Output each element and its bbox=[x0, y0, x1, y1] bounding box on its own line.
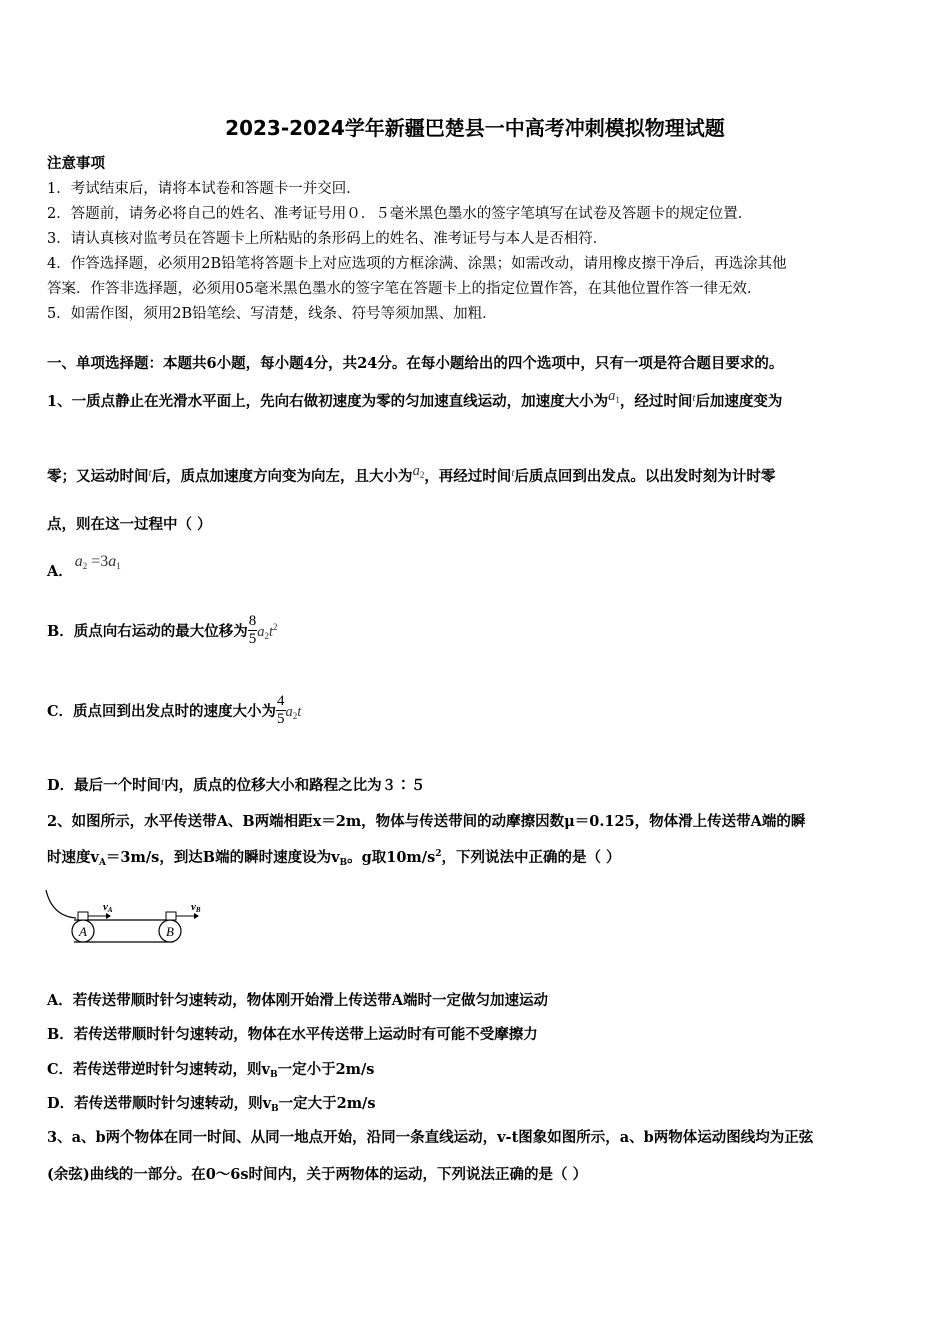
block-at-a bbox=[78, 912, 88, 920]
pulley-a-label: A bbox=[79, 924, 87, 939]
q1-option-c: C．质点回到出发点时的速度大小为 $\frac{4}{5}$ $a_2t$ bbox=[47, 692, 302, 727]
velocity-label-b: vB bbox=[191, 901, 201, 914]
q2-option-c: C．若传送带逆时针匀速转动，则$v_B$一定小于2m/s bbox=[47, 1061, 375, 1080]
q2-line1: 2、如图所示，水平传送带A、B两端相距x＝2m，物体与传送带间的动摩擦因数μ＝0.125，物体滑上传送带A端的瞬 bbox=[47, 813, 806, 830]
q3-line2: (余弦)曲线的一部分。在0～6s时间内，关于两物体的运动，下列说法正确的是（ ） bbox=[47, 1166, 588, 1183]
q1-option-b: B．质点向右运动的最大位移为 $\frac{8}{5}$ $a_2t^2$ bbox=[47, 612, 278, 647]
notice-item: 2．答题前，请务必将自己的姓名、准考证号用０．５毫米黑色墨水的签字笔填写在试卷及答题卡的规定位置． bbox=[47, 206, 753, 222]
q2-option-a: A．若传送带顺时针匀速转动，物体刚开始滑上传送带A端时一定做匀加速运动 bbox=[47, 992, 548, 1009]
velocity-label-a: vA bbox=[103, 901, 113, 914]
q1-option-d: D．最后一个时间$^t$内，质点的位移大小和路程之比为３∶５ bbox=[47, 776, 426, 794]
q2-option-b: B．若传送带顺时针匀速转动，物体在水平传送带上运动时有可能不受摩擦力 bbox=[47, 1026, 538, 1043]
section-heading: 一、单项选择题：本题共6小题，每小题4分，共24分。在每小题给出的四个选项中，只有一项是符合题目要求的。 bbox=[47, 355, 784, 372]
page-title: 2023-2024学年新疆巴楚县一中高考冲刺模拟物理试题 bbox=[225, 116, 725, 140]
q2-line2: 时速度$v_A=3m/s$，到达B端的瞬时速度设为$v_B$。g取$10m/s^2$，下列说法中正确的是（ ） bbox=[47, 849, 621, 868]
conveyor-belt-figure bbox=[40, 886, 215, 948]
q2-option-d: D．若传送带顺时针匀速转动，则$v_B$一定大于2m/s bbox=[47, 1095, 376, 1114]
notice-item: 1．考试结束后，请将本试卷和答题卡一并交回． bbox=[47, 181, 361, 197]
notice-item: 3．请认真核对监考员在答题卡上所粘贴的条形码上的姓名、准考证号与本人是否相符． bbox=[47, 231, 608, 247]
block-at-b bbox=[166, 912, 176, 920]
notice-item: 答案．作答非选择题，必须用05毫米黑色墨水的签字笔在答题卡上的指定位置作答，在其他位置作答一律无效． bbox=[47, 281, 762, 297]
pulley-b-label: B bbox=[166, 924, 174, 939]
q1-line2: 零；又运动时间$^t$后，质点加速度方向变为向左，且大小为$a_2$，再经过时间$^t$后质点回到出发点。以出发时刻为计时零 bbox=[47, 463, 776, 485]
notice-heading: 注意事项 bbox=[47, 155, 105, 172]
q1-line3: 点，则在这一过程中（ ） bbox=[47, 516, 212, 533]
incline-ramp bbox=[46, 890, 76, 918]
q1-option-a: A．$a_2 =3a_1$ bbox=[47, 553, 121, 580]
q1-line1: 1、一质点静止在光滑水平面上，先向右做初速度为零的匀加速直线运动，加速度大小为$a_1$，经过时间$^t$后加速度变为 bbox=[47, 388, 783, 410]
q3-line1: 3、a、b两个物体在同一时间、从同一地点开始，沿同一条直线运动，v-t图象如图所示，a、b两物体运动图线均为正弦 bbox=[47, 1129, 814, 1146]
notice-item: 5．如需作图，须用2B铅笔绘、写清楚，线条、符号等须加黑、加粗． bbox=[47, 306, 497, 322]
notice-item: 4．作答选择题，必须用2B铅笔将答题卡上对应选项的方框涂满、涂黑；如需改动，请用橡皮擦干净后，再选涂其他 bbox=[47, 256, 787, 272]
